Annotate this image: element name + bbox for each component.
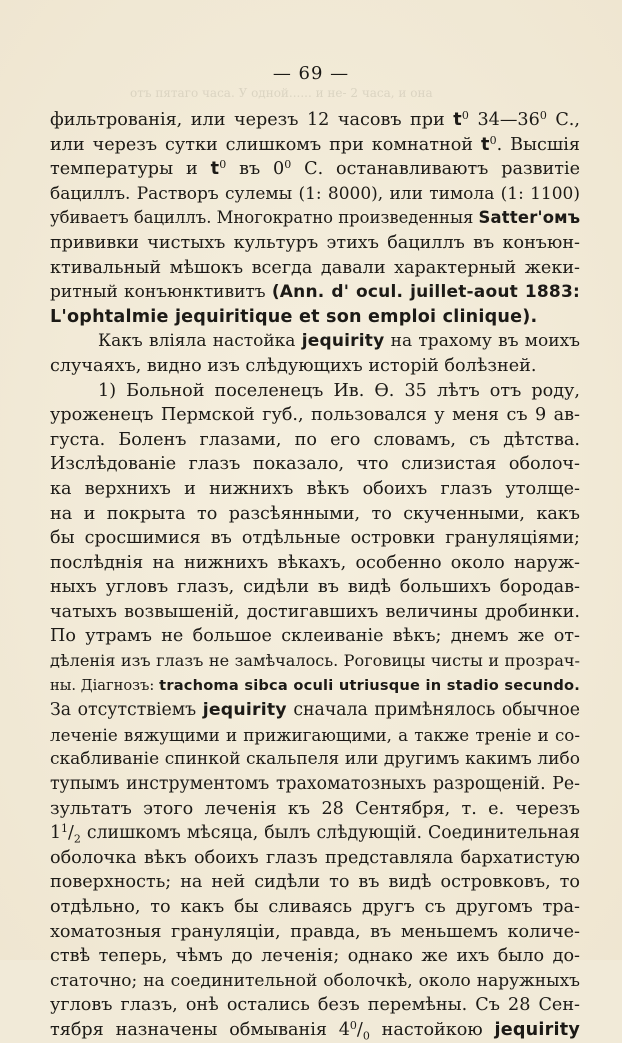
superscript: 0	[349, 1018, 357, 1032]
text-segment: ритный конъюнктивитъ	[50, 282, 272, 303]
text-segment: статочно; на соединительной оболочкѣ, около наружныхъ	[50, 970, 580, 991]
text-segment: сначала примѣнялось обычное	[286, 700, 580, 721]
text-line	[50, 698, 580, 723]
text-line	[50, 329, 580, 354]
text-line	[50, 108, 580, 133]
text-segment: 1) Больной поселенецъ Ив. Ѳ. 35 лѣтъ отъ роду,	[98, 380, 580, 401]
text-segment: ныхъ угловъ глазъ, сидѣли въ видѣ большихъ бородав-	[50, 577, 580, 598]
text-segment: зультатъ этого леченія къ 28 Сентября, т. е. черезъ	[50, 798, 580, 819]
superscript: 0	[539, 109, 547, 122]
gothic-term: jequirity	[494, 1019, 580, 1040]
text-line	[50, 920, 580, 945]
gothic-term: jequirity	[301, 331, 385, 352]
text-line	[50, 870, 580, 895]
text-segment: фильтрованія, или черезъ 12 часовъ при	[50, 110, 454, 130]
text-segment: на и покрыта то разсѣянными, то скученными, какъ	[50, 503, 580, 524]
text-segment: ны. Діагнозъ:	[50, 676, 160, 694]
gothic-term: t	[480, 134, 490, 155]
gothic-term: (Ann. d' ocul. juillet-aout 1883:	[271, 282, 580, 303]
text-segment: убиваетъ бациллъ. Многократно произведенныя	[50, 208, 479, 228]
text-line	[50, 575, 580, 600]
text-line	[50, 993, 580, 1018]
text-segment: ствѣ теперь, чѣмъ до леченія; однако же ихъ было до-	[50, 946, 580, 967]
text-segment: Какъ вліяла настойка	[98, 331, 302, 352]
text-line	[50, 895, 580, 920]
text-line	[50, 231, 580, 256]
gothic-term: L'ophtalmie jequiritique et son emploi clinique).	[50, 306, 538, 327]
text-line	[50, 723, 580, 748]
text-line	[50, 772, 580, 797]
text-segment: 1	[50, 823, 61, 844]
text-line	[50, 624, 580, 649]
text-segment: ка верхнихъ и нижнихъ вѣкъ обоихъ глазъ утолще-	[50, 478, 580, 499]
text-line	[50, 256, 580, 281]
text-segment: уроженецъ Пермской губ., пользовался у меня съ 9 ав-	[50, 405, 580, 426]
subscript: 0	[362, 1029, 370, 1043]
bleed-through-text: отъ пятаго часа. У одной...... и не- 2 часа, и она	[130, 86, 433, 100]
text-line	[50, 157, 580, 182]
text-line	[50, 305, 580, 330]
text-segment: настойкою	[369, 1019, 495, 1040]
text-line	[50, 551, 580, 576]
text-line	[50, 846, 580, 871]
gothic-term: trachoma sibca oculi utriusque in stadio secundo.	[159, 676, 580, 694]
superscript: 0	[284, 158, 292, 172]
superscript: 1	[61, 822, 68, 836]
text-segment: 34—36	[468, 110, 540, 130]
text-segment: дѣленія изъ глазъ не замѣчалось. Роговицы чисты и прозрач-	[50, 651, 580, 671]
text-segment: . Высшія	[496, 134, 580, 155]
superscript: 0	[489, 133, 497, 147]
text-line	[50, 477, 580, 502]
text-segment: поверхность; на ней сидѣли то въ видѣ островковъ, то	[50, 872, 580, 893]
text-line	[50, 797, 580, 822]
text-segment: тября назначены обмыванія 4	[50, 1019, 350, 1040]
text-segment: ктивальный мѣшокъ всегда давали характерный жеки-	[50, 257, 580, 278]
text-segment: прививки чистыхъ культуръ этихъ бациллъ въ конъюн-	[50, 232, 580, 253]
text-segment: послѣднія на нижнихъ вѣкахъ, особенно около наруж-	[50, 552, 580, 573]
text-line	[50, 182, 580, 207]
gothic-term: jequirity	[202, 700, 287, 721]
gothic-term: Satter'омъ	[478, 208, 580, 228]
text-line	[50, 452, 580, 477]
text-segment: отдѣльно, то какъ бы сливаясь другъ съ другомъ тра-	[50, 897, 580, 917]
text-line	[50, 526, 580, 551]
text-segment: Изслѣдованіе глазъ показало, что слизистая оболоч-	[50, 454, 580, 475]
text-segment: или черезъ сутки слишкомъ при комнатной	[50, 134, 481, 155]
text-segment: /	[356, 1019, 363, 1040]
superscript: 0	[219, 158, 227, 172]
text-segment: леченіе вяжущими и прижигающими, а также треніе и со-	[50, 724, 580, 745]
text-line	[50, 649, 580, 674]
text-segment: /	[68, 823, 74, 844]
text-line	[50, 1018, 580, 1043]
text-segment: на трахому въ моихъ	[384, 331, 580, 352]
text-segment: температуры и	[50, 159, 211, 180]
text-segment: С.,	[546, 110, 580, 130]
text-line	[50, 280, 580, 305]
text-line	[50, 403, 580, 428]
text-line	[50, 379, 580, 404]
text-segment: бациллъ. Растворъ сулемы (1: 8000), или тимола (1: 1100)	[50, 183, 580, 204]
text-segment: По утрамъ не большое склеиваніе вѣкъ; днемъ же от-	[50, 626, 580, 647]
text-segment: оболочка вѣкъ обоихъ глазъ представляла бархатистую	[50, 847, 580, 868]
text-line	[50, 747, 580, 772]
text-segment: угловъ глазъ, онѣ остались безъ перемѣны. Съ 28 Сен-	[50, 995, 580, 1016]
text-line	[50, 944, 580, 969]
text-line	[50, 206, 580, 231]
text-line	[50, 600, 580, 625]
gothic-term: t	[453, 110, 462, 130]
text-segment: слишкомъ мѣсяца, былъ слѣдующій. Соединительная	[80, 823, 580, 844]
text-line	[50, 133, 580, 158]
text-line	[50, 821, 580, 846]
text-segment: За отсутствіемъ	[50, 700, 203, 721]
text-segment: чатыхъ возвышеній, достигавшихъ величины дробинки.	[50, 601, 580, 622]
page-number: — 69 —	[272, 63, 350, 84]
text-segment: хоматозныя грануляціи, правда, въ меньшемъ количе-	[50, 921, 580, 942]
text-segment: бы сросшимися въ отдѣльные островки грануляціями;	[50, 528, 580, 549]
subscript: 2	[73, 832, 81, 846]
text-segment: густа. Боленъ глазами, по его словамъ, съ дѣтства.	[50, 429, 580, 450]
text-line	[50, 674, 580, 699]
body-text	[50, 108, 580, 1043]
text-segment: С. останавливаютъ развитіе	[291, 159, 580, 180]
text-segment: въ 0	[226, 159, 285, 180]
text-line	[50, 969, 580, 994]
gothic-term: t	[210, 159, 220, 180]
text-line	[50, 428, 580, 453]
text-segment: скабливаніе спинкой скальпеля или другимъ какимъ либо	[50, 749, 580, 770]
superscript: 0	[461, 109, 469, 122]
text-line	[50, 354, 580, 379]
text-line	[50, 502, 580, 527]
text-segment: тупымъ инструментомъ трахоматозныхъ разрощеній. Ре-	[50, 774, 580, 795]
text-segment: случаяхъ, видно изъ слѣдующихъ исторій болѣзней.	[50, 355, 537, 376]
